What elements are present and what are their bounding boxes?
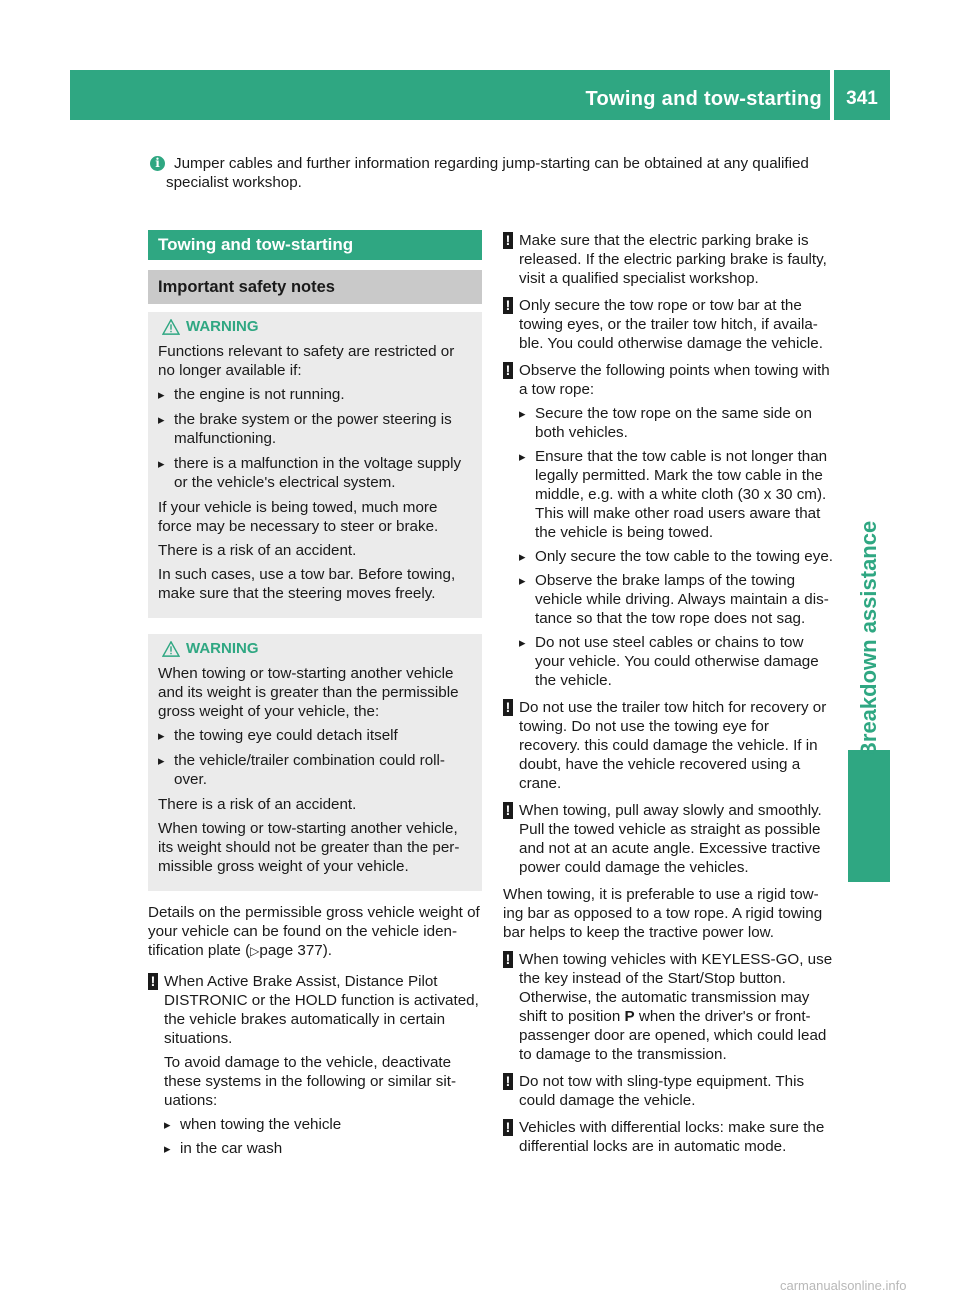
warning-triangle-icon (162, 641, 180, 657)
notice-item (148, 972, 482, 1158)
exclamation-icon: ! (503, 1073, 513, 1090)
list-item: ▸ Observe the brake lamps of the towing vehicle while driving. Always maintain a dis-tance so that the tow rope does not sag. (519, 571, 833, 628)
notice-text: Observe the following points when towing with a tow rope: (519, 362, 830, 398)
notice-item (503, 698, 833, 793)
subsection-title: Important safety notes (148, 270, 482, 304)
warning-heading (158, 316, 474, 338)
gear-position-p: P (624, 1008, 635, 1025)
list-item: ▸ the vehicle/trailer combination could roll-over. (158, 751, 474, 789)
warning-label: WARNING (186, 640, 259, 657)
rigid-bar-paragraph: When towing, it is preferable to use a rigid tow-ing bar as opposed to a tow rope. A rigid towing bar helps to keep the tractive power low. (503, 886, 823, 941)
exclamation-icon: ! (503, 362, 513, 379)
info-note-text: Jumper cables and further information regarding jump-starting can be obtained at any qualified specialist workshop. (166, 155, 809, 191)
warning-text: When towing or tow-starting another vehicle, its weight should not be greater than the per-missible gross weight of your vehicle. (158, 820, 460, 875)
notice-text: Only secure the tow rope or tow bar at the towing eyes, or the trailer tow hitch, if availa-ble. You could otherwise damage the vehicle. (519, 297, 823, 352)
side-tab-label: Breakdown assistance (856, 520, 881, 758)
list-item: ▸ when towing the vehicle (164, 1115, 482, 1134)
list-item: ▸ Ensure that the tow cable is not longer than legally permitted. Mark the tow cable in the middle, e.g. with a white cloth (30 x 30 cm). This will make other road users aware that the vehicle is being towed. (519, 447, 833, 542)
exclamation-icon: ! (503, 232, 513, 249)
notice-item (503, 296, 833, 353)
details-text: Details on the permissible gross vehicle weight of your vehicle can be found on the vehicle iden-tification plate ( (148, 904, 480, 959)
right-column (503, 231, 833, 1164)
warning-intro: Functions relevant to safety are restricted or no longer available if: (158, 343, 455, 379)
watermark: carmanualsonline.info (780, 1278, 907, 1293)
list-item: ▸ the brake system or the power steering is malfunctioning. (158, 410, 474, 448)
exclamation-icon: ! (503, 699, 513, 716)
warning-box-1 (148, 312, 482, 618)
notice-text: When towing vehicles with KEYLESS-GO, use the key instead of the Start/Stop button. Otherwise, the automatic transmission may shift to position (519, 951, 833, 1025)
page-reference-link[interactable]: page 377). (259, 942, 333, 959)
notice-item (503, 1118, 833, 1156)
list-item: ▸ the towing eye could detach itself (158, 726, 474, 745)
info-icon: i (150, 156, 165, 171)
notice-text: Do not tow with sling-type equipment. This could damage the vehicle. (519, 1073, 805, 1109)
notice-text: When towing, pull away slowly and smoothly. Pull the towed vehicle as straight as possible and not at an acute angle. Excessive tractive power could damage the vehicles. (519, 802, 822, 876)
exclamation-icon: ! (148, 973, 158, 990)
notice-text: Make sure that the electric parking brake is released. If the electric parking brake is faulty, visit a qualified specialist workshop. (519, 232, 827, 287)
notice-item (503, 950, 833, 1064)
notice-item (503, 1072, 833, 1110)
warning-text: There is a risk of an accident. (158, 796, 357, 813)
list-item: ▸ there is a malfunction in the voltage supply or the vehicle's electrical system. (158, 454, 474, 492)
warning-intro: When towing or tow-starting another vehicle and its weight is greater than the permissible gross weight of your vehicle, the: (158, 665, 459, 720)
notice-item (503, 801, 833, 877)
section-title: Towing and tow-starting (148, 230, 482, 260)
list-item: ▸ Only secure the tow cable to the towing eye. (519, 547, 833, 566)
list-item: ▸ Secure the tow rope on the same side on both vehicles. (519, 404, 833, 442)
warning-box-2 (148, 634, 482, 891)
page-number: 341 (846, 88, 878, 109)
warning-label: WARNING (186, 318, 259, 335)
exclamation-icon: ! (503, 802, 513, 819)
notice-item (503, 231, 833, 288)
warning-text: If your vehicle is being towed, much more force may be necessary to steer or brake. (158, 499, 439, 535)
notice-text: Vehicles with differential locks: make sure the differential locks are in automatic mode. (519, 1119, 825, 1155)
side-tab-label-wrap (856, 520, 896, 810)
list-item: ▸ Do not use steel cables or chains to tow your vehicle. You could otherwise damage the vehicle. (519, 633, 833, 690)
page-header-title: Towing and tow-starting (585, 88, 822, 110)
warning-triangle-icon (162, 319, 180, 335)
notice-text: To avoid damage to the vehicle, deactivate these systems in the following or similar sit-uations: (164, 1054, 457, 1109)
list-item: ▸ the engine is not running. (158, 385, 474, 404)
left-column (148, 230, 482, 1166)
details-paragraph (148, 903, 482, 961)
notice-text: Do not use the trailer tow hitch for recovery or towing. Do not use the towing eye for recovery. this could damage the vehicle. If in doubt, have the vehicle recovered using a crane. (519, 699, 827, 792)
notice-text: When Active Brake Assist, Distance Pilot DISTRONIC or the HOLD function is activated, the vehicle brakes automatically in certain situations. (164, 973, 479, 1047)
notice-text: when the driver's or front-passenger door are opened, which could lead to damage to the transmission. (519, 1008, 827, 1063)
warning-heading (158, 638, 474, 660)
exclamation-icon: ! (503, 951, 513, 968)
page-reference-arrow-icon: ▷ (250, 944, 260, 958)
warning-text: In such cases, use a tow bar. Before towing, make sure that the steering moves freely. (158, 566, 456, 602)
list-item: ▸ in the car wash (164, 1139, 482, 1158)
warning-text: There is a risk of an accident. (158, 542, 357, 559)
info-note (150, 154, 840, 192)
notice-item (503, 361, 833, 690)
exclamation-icon: ! (503, 1119, 513, 1136)
exclamation-icon: ! (503, 297, 513, 314)
